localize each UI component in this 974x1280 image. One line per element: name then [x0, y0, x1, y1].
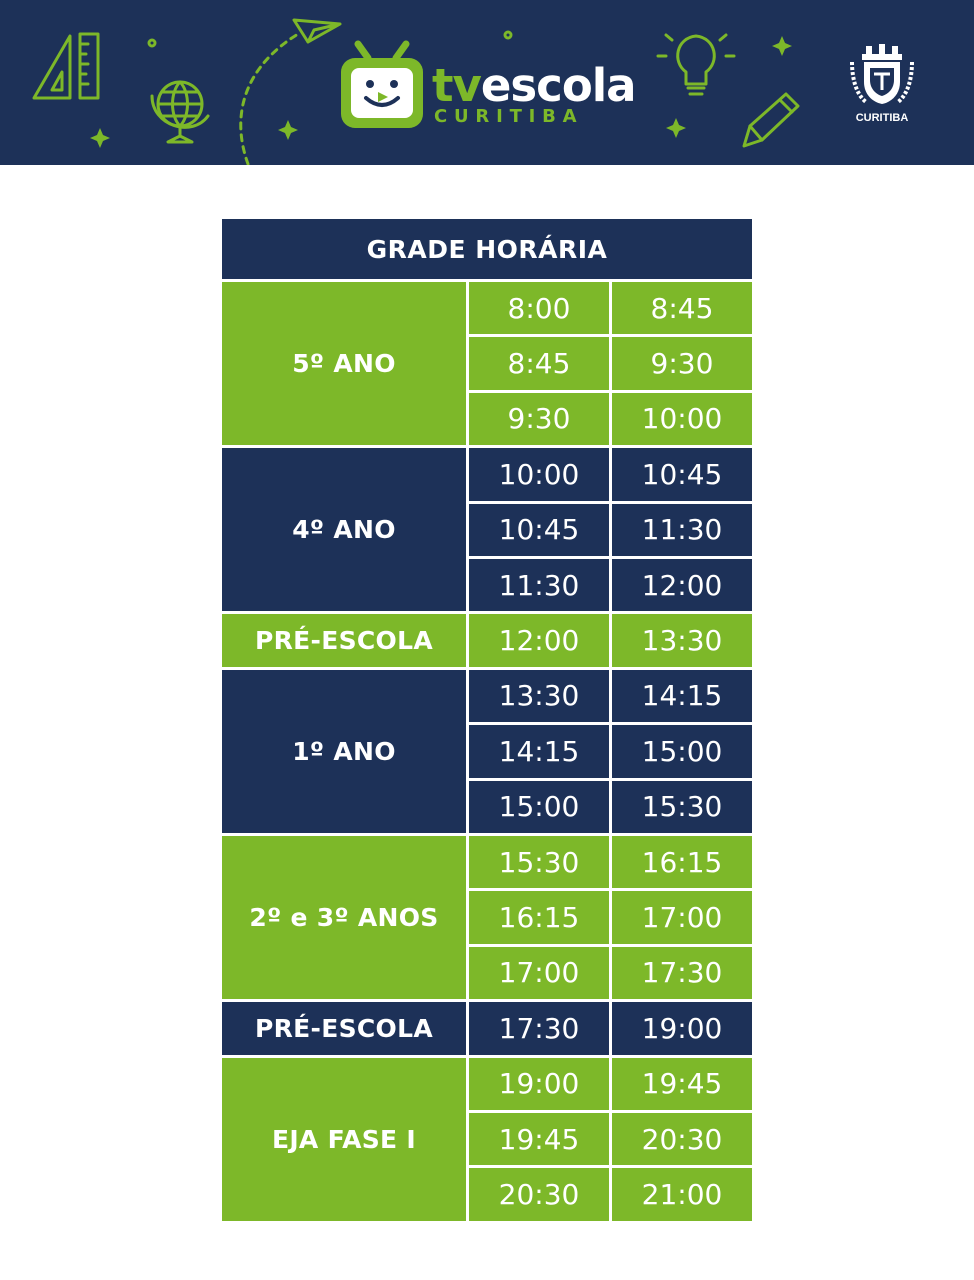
- start-time: 12:00: [498, 624, 580, 658]
- schedule-block: [222, 448, 752, 611]
- grade-label: 2º e 3º ANOS: [249, 903, 439, 933]
- brand-escola: escola: [480, 59, 636, 112]
- end-time: 10:45: [641, 457, 723, 491]
- sparkle-icon: [90, 128, 110, 148]
- sparkle-icon: [278, 120, 298, 140]
- schedule-block: [222, 614, 752, 666]
- end-time: 15:00: [641, 734, 723, 768]
- start-time: 15:00: [498, 790, 580, 824]
- paper-plane-icon: [294, 20, 340, 42]
- start-time: 17:00: [498, 956, 580, 990]
- end-time: 8:45: [650, 291, 714, 325]
- start-time: 9:30: [507, 402, 571, 436]
- start-time: 13:30: [498, 679, 580, 713]
- schedule-title: GRADE HORÁRIA: [222, 219, 752, 279]
- end-time: 10:00: [641, 402, 723, 436]
- end-time: 19:00: [641, 1011, 723, 1045]
- end-time: 9:30: [650, 347, 714, 381]
- start-time: 20:30: [498, 1178, 580, 1212]
- grade-label: PRÉ-ESCOLA: [255, 1013, 433, 1043]
- city-crest-icon: [848, 40, 916, 106]
- schedule-block: [222, 282, 752, 445]
- brand-tv: tv: [432, 59, 481, 112]
- set-square-icon: [34, 36, 70, 98]
- start-time: 11:30: [498, 568, 580, 602]
- start-time: 8:00: [507, 291, 571, 325]
- end-time: 21:00: [641, 1178, 723, 1212]
- end-time: 20:30: [641, 1122, 723, 1156]
- grade-label: 5º ANO: [292, 349, 396, 379]
- header-banner: [0, 0, 974, 165]
- end-time: 17:00: [641, 901, 723, 935]
- flight-path-icon: [241, 34, 298, 164]
- schedule-table: [222, 219, 752, 1221]
- sparkle-icon: [666, 118, 686, 138]
- pencil-icon: [744, 94, 798, 146]
- start-time: 16:15: [498, 901, 580, 935]
- sparkle-icon: [772, 36, 792, 56]
- start-time: 15:30: [498, 845, 580, 879]
- start-time: 10:45: [498, 513, 580, 547]
- grade-label: EJA FASE I: [271, 1124, 417, 1154]
- start-time: 19:00: [498, 1067, 580, 1101]
- start-time: 19:45: [498, 1122, 580, 1156]
- globe-icon: [152, 82, 208, 142]
- end-time: 11:30: [641, 513, 723, 547]
- schedule-block: [222, 836, 752, 999]
- start-time: 10:00: [498, 457, 580, 491]
- start-time: 8:45: [507, 347, 571, 381]
- schedule-block: [222, 670, 752, 833]
- end-time: 12:00: [641, 568, 723, 602]
- end-time: 14:15: [641, 679, 723, 713]
- grade-label: 1º ANO: [292, 736, 396, 766]
- start-time: 17:30: [498, 1011, 580, 1045]
- end-time: 16:15: [641, 845, 723, 879]
- city-label: CURITIBA: [855, 112, 909, 124]
- end-time: 13:30: [641, 624, 723, 658]
- brand-title: [432, 59, 636, 112]
- schedule-block: [222, 1002, 752, 1054]
- end-time: 17:30: [641, 956, 723, 990]
- schedule-block: [222, 1058, 752, 1221]
- grade-label: PRÉ-ESCOLA: [255, 626, 433, 656]
- tv-mascot-icon: [338, 40, 426, 130]
- end-time: 15:30: [641, 790, 723, 824]
- end-time: 19:45: [641, 1067, 723, 1101]
- grade-label: 4º ANO: [292, 515, 396, 545]
- lightbulb-icon: [658, 35, 734, 94]
- start-time: 14:15: [498, 734, 580, 768]
- brand-subtitle: CURITIBA: [434, 106, 584, 127]
